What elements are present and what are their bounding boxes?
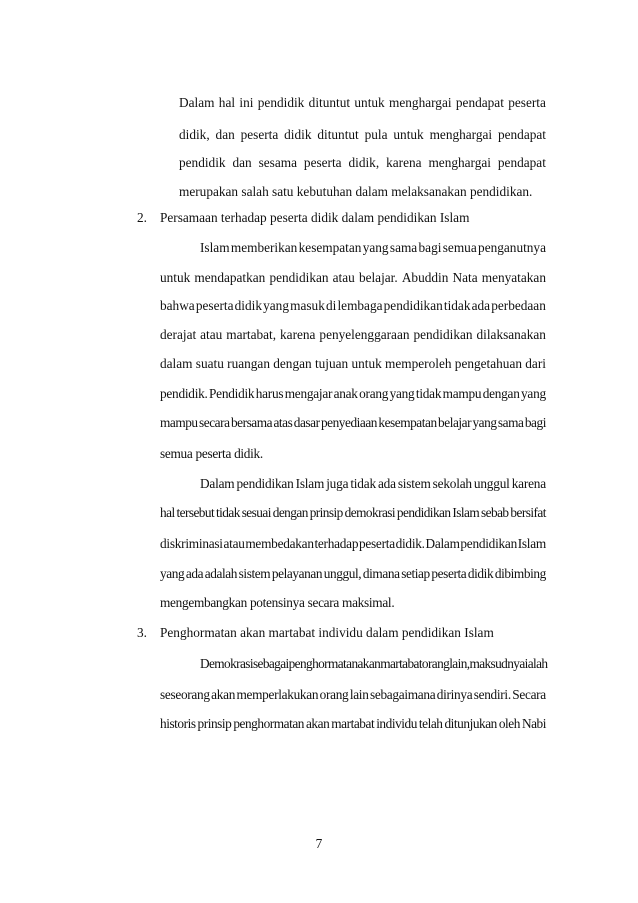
page-number: 7	[315, 836, 323, 851]
list-number: 2.	[137, 210, 147, 225]
text-line: pendidik. Pendidik harus mengajar anak orang yang tidak mampu dengan yang	[160, 386, 546, 401]
text-line: derajat atau martabat, karena penyelenggaraan pendidikan dilaksanakan	[160, 327, 546, 342]
text-line: bahwa peserta didik yang masuk di lembaga pendidikan tidak ada perbedaan	[160, 298, 546, 313]
text-line: didik, dan peserta didik dituntut pula untuk menghargai pendapat	[179, 127, 546, 142]
section-heading: Persamaan terhadap peserta didik dalam pendidikan Islam	[160, 210, 470, 225]
text-line: semua peserta didik.	[160, 446, 263, 461]
text-line: diskriminasi atau membedakan terhadap peserta didik. Dalam pendidikan Islam	[160, 536, 546, 551]
section-heading: Penghormatan akan martabat individu dalam pendidikan Islam	[160, 625, 494, 640]
text-line: Demokrasi sebagai penghormatan akan martabat orang lain, maksudnya ialah	[200, 656, 548, 671]
text-line: Dalam hal ini pendidik dituntut untuk menghargai pendapat peserta	[179, 95, 546, 110]
text-line: mengembangkan potensinya secara maksimal.	[160, 595, 395, 610]
text-line: untuk mendapatkan pendidikan atau belajar. Abuddin Nata menyatakan	[160, 270, 546, 285]
text-line: pendidik dan sesama peserta didik, karena menghargai pendapat	[179, 155, 546, 170]
text-line: mampu secara bersama atas dasar penyediaan kesempatan belajar yang sama bagi	[160, 415, 546, 430]
text-line: historis prinsip penghormatan akan martabat individu telah ditunjukan oleh Nabi	[160, 716, 546, 731]
text-line: yang ada adalah sistem pelayanan unggul, dimana setiap peserta didik dibimbing	[160, 566, 546, 581]
text-line: merupakan salah satu kebutuhan dalam melaksanakan pendidikan.	[179, 184, 533, 199]
text-line: Dalam pendidikan Islam juga tidak ada sistem sekolah unggul karena	[200, 476, 546, 491]
text-line: seseorang akan memperlakukan orang lain sebagaimana dirinya sendiri. Secara	[160, 687, 546, 702]
list-number: 3.	[137, 625, 147, 640]
text-line: dalam suatu ruangan dengan tujuan untuk memperoleh pengetahuan dari	[160, 356, 546, 371]
text-line: Islam memberikan kesempatan yang sama bagi semua penganutnya	[200, 240, 546, 255]
text-line: hal tersebut tidak sesuai dengan prinsip demokrasi pendidikan Islam sebab bersifat	[160, 505, 546, 520]
